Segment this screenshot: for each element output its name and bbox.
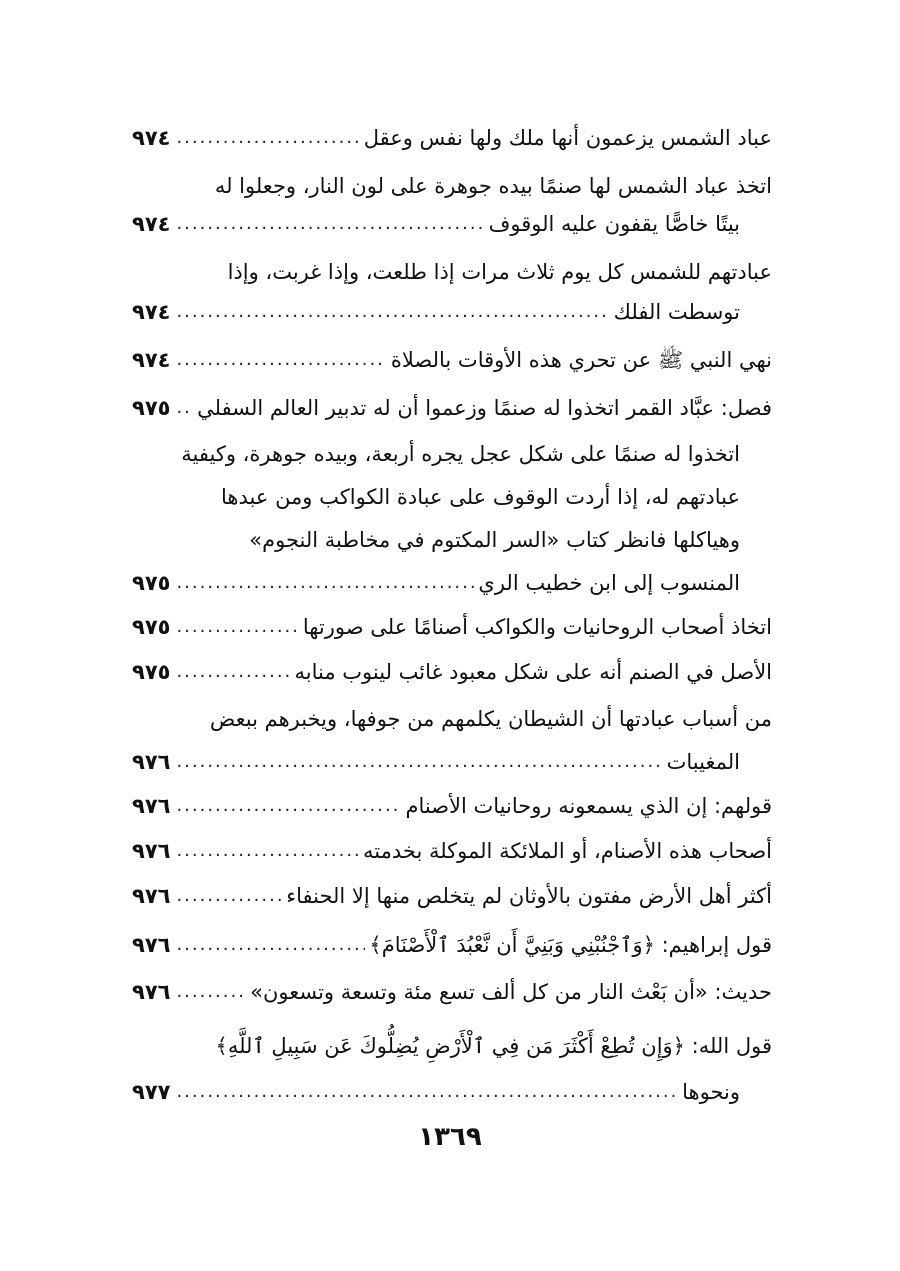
entry-page-number: ٩٧٥ bbox=[132, 615, 171, 639]
entry-page-number: ٩٧٤ bbox=[132, 348, 171, 372]
index-entry bbox=[132, 874, 772, 918]
entry-text: عباد الشمس يزعمون أنها ملك ولها نفس وعقل bbox=[363, 126, 772, 150]
entry-page-number: ٩٧٤ bbox=[132, 212, 171, 236]
dot-leader bbox=[176, 1070, 678, 1114]
entry-text: عبادتهم له، إذا أردت الوقوف على عبادة الكواكب ومن عبدها bbox=[221, 485, 740, 509]
entry-page-number: ٩٧٥ bbox=[132, 396, 171, 420]
dot-leader bbox=[176, 605, 298, 649]
entry-text: ونحوها bbox=[682, 1080, 740, 1104]
entry-page-number: ٩٧٦ bbox=[132, 794, 171, 818]
dot-leader bbox=[176, 386, 193, 430]
entry-page-number: ٩٧٧ bbox=[132, 1080, 171, 1104]
dot-leader bbox=[176, 829, 359, 873]
dot-leader bbox=[176, 970, 246, 1014]
entry-text: اتخاذ أصحاب الروحانيات والكواكب أصنامًا على صورتها bbox=[302, 615, 772, 639]
entry-text: قول إبراهيم: ﴿وَٱجْنُبْنِي وَبَنِيَّ أَن نَّعْبُدَ ٱلْأَصْنَامَ﴾ bbox=[369, 933, 772, 957]
entry-page-number: ٩٧٦ bbox=[132, 933, 171, 957]
entry-page-number: ٩٧٦ bbox=[132, 839, 171, 863]
entry-text: المغيبات bbox=[666, 750, 740, 774]
dot-leader bbox=[176, 290, 609, 334]
dot-leader bbox=[176, 116, 359, 160]
index-entry bbox=[132, 605, 772, 649]
dot-leader bbox=[176, 650, 290, 694]
entry-text: نهي النبي ﷺ عن تحري هذه الأوقات بالصلاة bbox=[390, 348, 772, 372]
index-entry bbox=[132, 561, 740, 605]
dot-leader bbox=[176, 874, 282, 918]
index-entry bbox=[132, 386, 772, 430]
entry-text: حديث: «أن بَعْث النار من كل ألف تسع مئة وتسعة وتسعون» bbox=[250, 980, 772, 1004]
dot-leader bbox=[176, 784, 401, 828]
entry-page-number: ٩٧٥ bbox=[132, 571, 171, 595]
index-entry bbox=[132, 1070, 740, 1114]
dot-leader bbox=[176, 202, 484, 246]
entry-text: وهياكلها فانظر كتاب «السر المكتوم في مخاطبة النجوم» bbox=[249, 528, 740, 552]
entry-text: عبادتهم للشمس كل يوم ثلاث مرات إذا طلعت، وإذا غربت، وإذا bbox=[227, 260, 772, 284]
entry-page-number: ٩٧٤ bbox=[132, 300, 171, 324]
dot-leader bbox=[176, 561, 474, 605]
entry-text: اتخذ عباد الشمس لها صنمًا بيده جوهرة على لون النار، وجعلوا له bbox=[214, 174, 772, 198]
entry-text: أصحاب هذه الأصنام، أو الملائكة الموكلة بخدمته bbox=[363, 839, 772, 863]
entry-page-number: ٩٧٦ bbox=[132, 980, 171, 1004]
entry-text: الأصل في الصنم أنه على شكل معبود غائب لينوب منابه bbox=[294, 660, 772, 684]
index-entry bbox=[132, 697, 772, 741]
entry-text: قولهم: إن الذي يسمعونه روحانيات الأصنام bbox=[405, 794, 772, 818]
index-entry bbox=[132, 784, 772, 828]
entry-text: المنسوب إلى ابن خطيب الري bbox=[478, 571, 740, 595]
entry-page-number: ٩٧٤ bbox=[132, 126, 171, 150]
entry-text: فصل: عبَّاد القمر اتخذوا له صنمًا وزعموا أن له تدبير العالم السفلي bbox=[197, 396, 772, 420]
page-number-footer: ١٣٦٩ bbox=[418, 1122, 482, 1152]
entry-page-number: ٩٧٥ bbox=[132, 660, 171, 684]
index-entry bbox=[132, 290, 740, 334]
entry-text: اتخذوا له صنمًا على شكل عجل يجره أربعة، وبيده جوهرة، وكيفية bbox=[181, 442, 740, 466]
entry-text: أكثر أهل الأرض مفتون بالأوثان لم يتخلص منها إلا الحنفاء bbox=[286, 884, 772, 908]
dot-leader bbox=[176, 338, 386, 382]
index-entry bbox=[132, 829, 772, 873]
index-entry bbox=[132, 1024, 772, 1068]
index-entry bbox=[132, 475, 740, 519]
index-entry bbox=[132, 116, 772, 160]
index-entry bbox=[132, 650, 772, 694]
entry-text: بيتًا خاصًّا يقفون عليه الوقوف bbox=[488, 212, 740, 236]
index-entry bbox=[132, 518, 740, 562]
dot-leader bbox=[176, 923, 365, 967]
index-entry bbox=[132, 338, 772, 382]
entry-text: من أسباب عبادتها أن الشيطان يكلمهم من جوفها، ويخبرهم ببعض bbox=[209, 707, 772, 731]
index-entry bbox=[132, 740, 740, 784]
index-entry bbox=[132, 202, 740, 246]
index-entry bbox=[132, 923, 772, 967]
entry-page-number: ٩٧٦ bbox=[132, 750, 171, 774]
entry-text: توسطت الفلك bbox=[613, 300, 740, 324]
entry-text: قول الله: ﴿وَإِن تُطِعْ أَكْثَرَ مَن فِي ٱلْأَرْضِ يُضِلُّوكَ عَن سَبِيلِ ٱللَّهِ﴾ bbox=[215, 1034, 772, 1058]
index-entry bbox=[132, 432, 740, 476]
index-entry bbox=[132, 250, 772, 294]
index-entry bbox=[132, 970, 772, 1014]
entry-page-number: ٩٧٦ bbox=[132, 884, 171, 908]
dot-leader bbox=[176, 740, 662, 784]
